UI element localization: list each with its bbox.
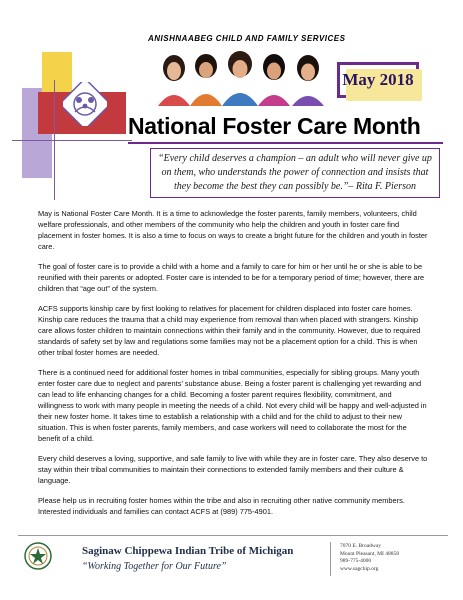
footer-divider <box>18 535 448 536</box>
family-logo-icon <box>63 82 107 126</box>
quote-text <box>157 152 433 194</box>
page-title: National Foster Care Month <box>128 113 421 139</box>
quote-line-3: they become the best they can possibly be.”– Rita F. Pierson <box>174 181 416 192</box>
address-city: Mount Pleasant, MI 48858 <box>340 550 399 557</box>
quote-line-1: “Every child deserves a champion – an adult who will never give up <box>158 153 432 164</box>
paragraph-contact: Please help us in recruiting foster homes within the tribe and also in recruiting other native community members. Interested individuals and families can contact ACFS at (989) 775-4901. <box>38 495 405 516</box>
title-underline <box>128 142 443 144</box>
tribe-seal-icon <box>24 542 52 570</box>
address-phone: 989-775-4000 <box>340 558 372 564</box>
paragraph-kinship: ACFS supports kinship care by first looking to relatives for placement for children displaced into foster care homes. Kinship care reduces the trauma that a child may experience from removal than when placed with strangers. Kinship care allows foster children to maintain connections within their family and in the community. However, due to required standards of safety set by law and regulations some families may not be a placement option for a child. This is when other tribal foster homes are needed. <box>38 303 421 358</box>
paragraph-need: There is a continued need for additional foster homes in tribal communities, especially for sibling groups. Many youth enter foster care due to neglect and parents’ substance abuse. Being a foster parent is challenging yet rewarding and can lead to life enhancing changes for a child. Becoming a foster parent requires flexibility, commitment, and willingness to work with many people in meeting the needs of a child. Not every child will be happy and well-adjusted in their new foster home. It takes time to establish a relationship with a child and for the child to adjust to their new situation. This is when foster parents, family members, and case workers will need to collaborate the most for the benefit of a child. <box>38 367 427 444</box>
children-group-photo <box>154 46 330 106</box>
paragraph-rights: Every child deserves a loving, supportive, and safe family to live with while they are in foster care. They also deserve to stay within their tribal communities to maintain their connections to extended family members and their culture & language. <box>38 453 428 485</box>
article-body <box>38 208 428 525</box>
address-block <box>340 543 399 573</box>
footer-vertical-divider <box>330 542 331 576</box>
tribe-motto: “Working Together for Our Future” <box>82 561 227 572</box>
month-label: May 2018 <box>342 70 414 89</box>
paragraph-intro: May is National Foster Care Month. It is a time to acknowledge the foster parents, family members, volunteers, child welfare professionals, and other members of the community who help the children and youth in foster care find placement in foster homes. It is also a time to focus on ways to create a bright future for the children and youth in foster care. <box>38 209 428 252</box>
quote-line-2: on them, who understands the power of connection and insists that <box>161 167 429 178</box>
tribe-name: Saginaw Chippewa Indian Tribe of Michigan <box>82 545 294 557</box>
month-badge <box>337 62 419 98</box>
organization-header: ANISHNAABEG CHILD AND FAMILY SERVICES <box>148 34 346 43</box>
decorative-vertical-line <box>54 80 55 200</box>
quote-box <box>150 148 440 198</box>
decorative-horizontal-line <box>12 140 132 141</box>
address-street: 7070 E. Broadway <box>340 543 382 549</box>
paragraph-goal: The goal of foster care is to provide a child with a home and a family to care for him or her until he or she is able to be reunified with their parents or adopted. Foster care is intended to be for a temporary period of time; however, there are children that “age out” of the system. <box>38 261 425 294</box>
address-website[interactable]: www.sagchip.org <box>340 565 379 572</box>
